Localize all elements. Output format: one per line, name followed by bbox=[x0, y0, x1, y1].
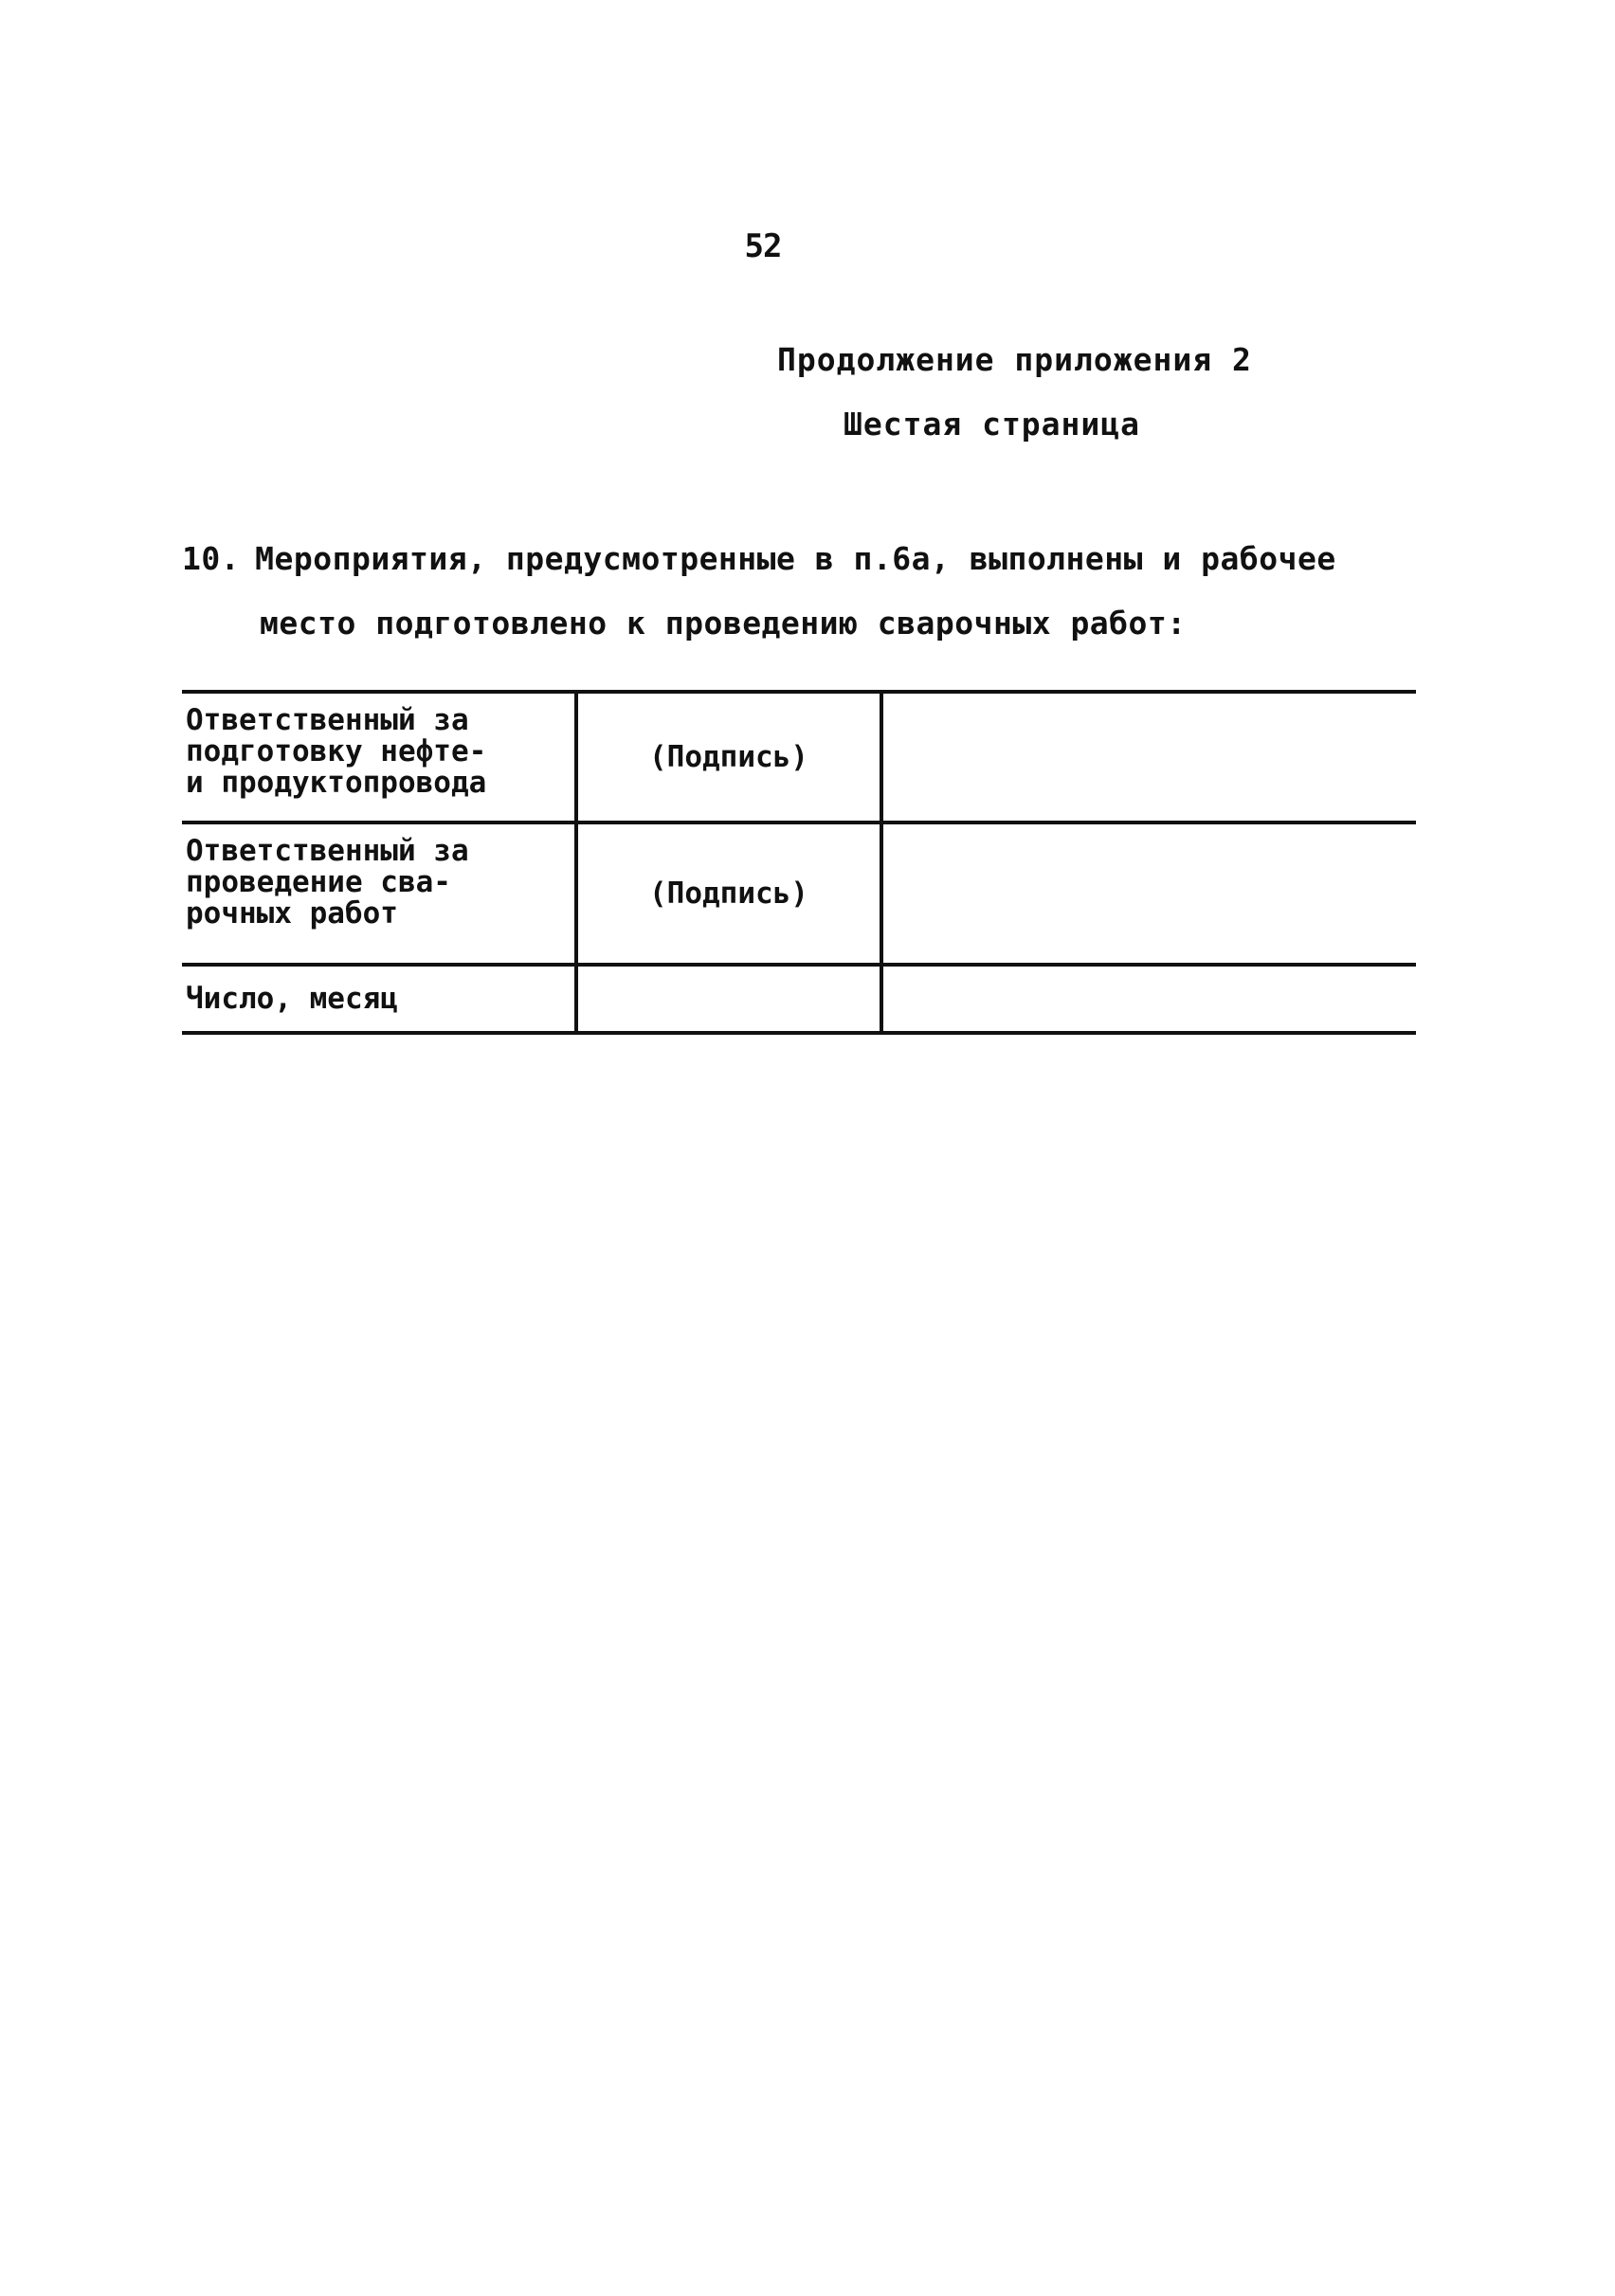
row-label-line: Число, месяц bbox=[186, 981, 398, 1016]
row-label-line: Ответственный за bbox=[186, 834, 469, 868]
row-label-cell bbox=[182, 692, 576, 823]
appendix-title: Продолжение приложения 2 bbox=[777, 341, 1252, 378]
value-cell bbox=[881, 692, 1416, 823]
item-10-text bbox=[182, 527, 1414, 656]
item-number: 10. bbox=[182, 540, 241, 577]
signature-cell: (Подпись) bbox=[576, 692, 881, 823]
row-label-line: проведение сва- bbox=[186, 865, 451, 899]
item-10-line-1 bbox=[182, 527, 1414, 591]
signature-cell bbox=[576, 965, 881, 1033]
row-label-line: подготовку нефте- bbox=[186, 734, 487, 768]
page-subtitle: Шестая страница bbox=[844, 406, 1141, 443]
row-label-line: рочных работ bbox=[186, 896, 398, 931]
table-row bbox=[182, 823, 1416, 965]
table-row bbox=[182, 692, 1416, 823]
row-label-line: Ответственный за bbox=[186, 703, 469, 737]
row-label-cell bbox=[182, 823, 576, 965]
value-cell bbox=[881, 965, 1416, 1033]
table-row bbox=[182, 965, 1416, 1033]
item-10-line-1-text: Мероприятия, предусмотренные в п.6а, выполнены и рабочее bbox=[255, 540, 1336, 577]
value-cell bbox=[881, 823, 1416, 965]
row-label-cell bbox=[182, 965, 576, 1033]
signature-cell: (Подпись) bbox=[576, 823, 881, 965]
item-10-line-2: место подготовлено к проведению сварочных работ: bbox=[260, 605, 1187, 642]
page-number: 52 bbox=[744, 227, 782, 265]
signature-table bbox=[182, 690, 1416, 1035]
row-label-line: и продуктопровода bbox=[186, 766, 487, 800]
